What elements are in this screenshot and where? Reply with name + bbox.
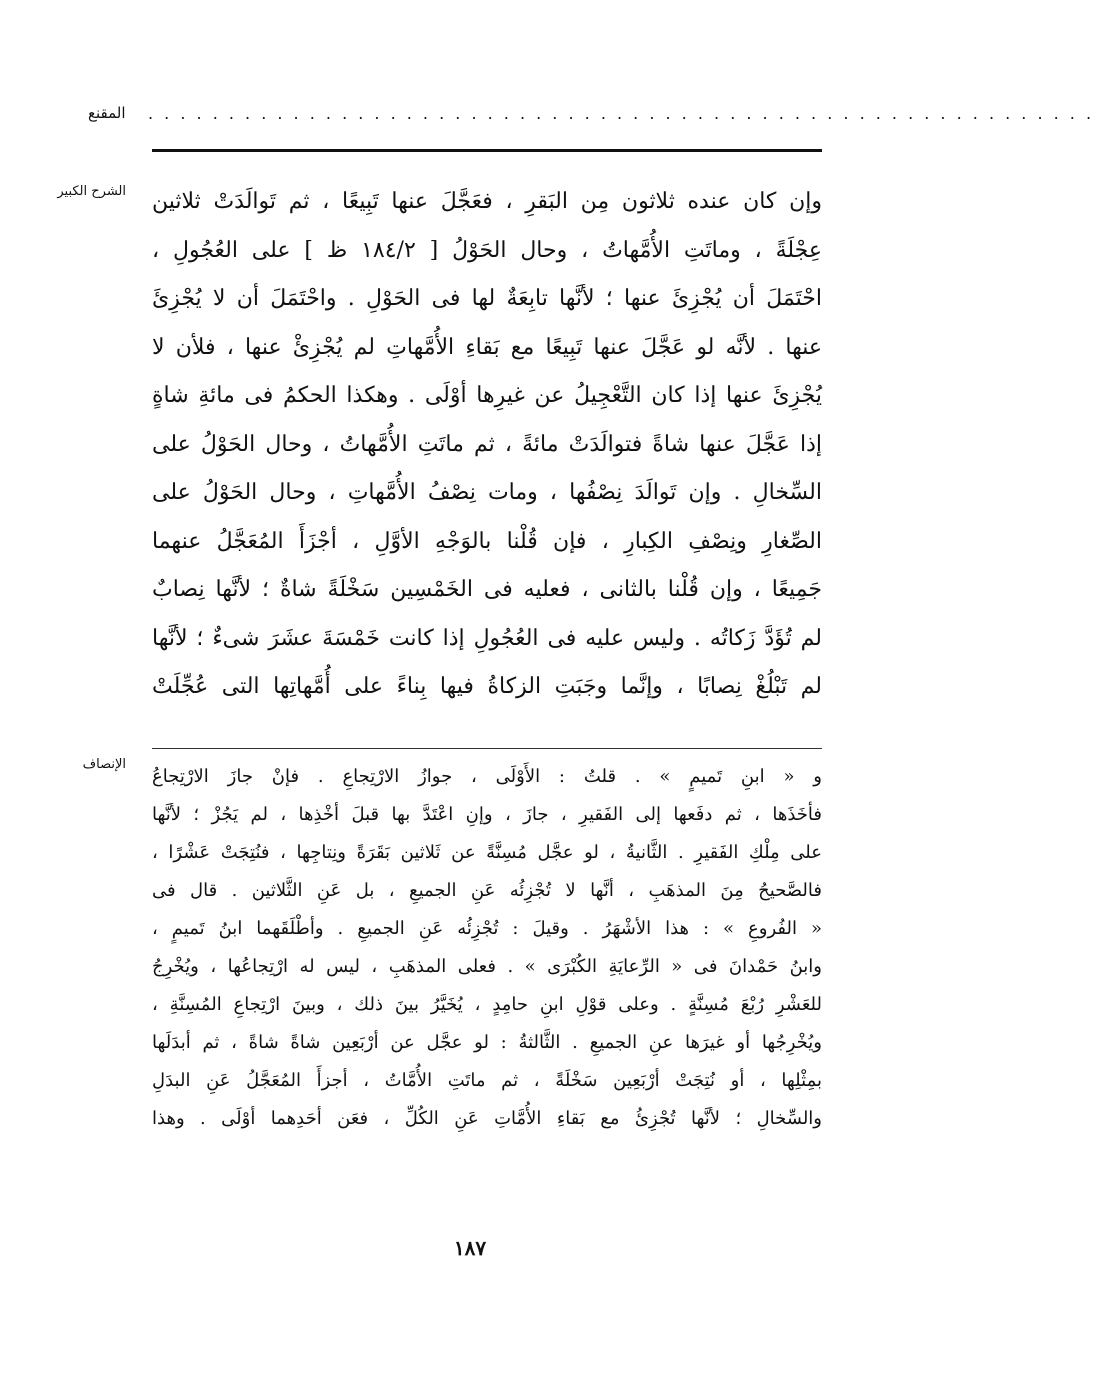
- insaf-text-block: [152, 758, 822, 1138]
- text-line: وإن كان عنده ثلاثون مِن البَقرِ ، فعَجَّلَ عنها تَبِيعًا ، ثم تَوالَدَتْ ثلاثين: [152, 189, 822, 214]
- text-line: وابنُ حَمْدانَ فى « الرِّعايَةِ الكُبْرَى » . فعلى المذهَبِ ، ليس له ارْتِجاعُها ، ويُخْرِجُ: [152, 956, 822, 977]
- section-label-insaf: الإنصاف: [82, 757, 126, 772]
- text-line: ويُخْرِجُها أو غيرَها عنِ الجميعِ . الثَّالثةُ : لو عجَّل عن أرْبَعِين شاةً شاةً ، ثم أبدَلَها: [152, 1032, 822, 1053]
- sharh-text-block: [152, 178, 822, 712]
- text-line: إذا عَجَّلَ عنها شاةً فتوالَدَتْ مائةً ، ثم ماتَتِ الأُمَّهاتُ ، وحال الحَوْلُ على: [152, 431, 822, 457]
- text-line: و « ابنِ تَميمٍ » . قلتُ : الأَوْلَى ، جوازُ الارْتِجاعِ . فإنْ جازَ الارْتِجاعُ: [152, 766, 822, 787]
- text-line: على مِلْكِ الفَقيرِ . الثَّانيةُ ، لو عجَّل مُسِنَّةً عن ثَلاثين بَقَرَةً ونِتاجِها ، فنُتِجَتْ عَشْرًا ،: [152, 842, 822, 863]
- text-line: السِّخالِ . وإن تَوالَدَ نِصْفُها ، ومات نِصْفُ الأُمَّهاتِ ، وحال الحَوْلُ على: [152, 480, 822, 505]
- text-line: « الفُروعِ » : هذا الأشْهَرُ . وقيلَ : تُجْزِئُه عَنِ الجميعِ . وأطْلَقَهما ابنُ تَميمٍ ،: [152, 918, 822, 939]
- header-dot-leader: . . . . . . . . . . . . . . . . . . . . . . . . . . . . . . . . . . . . . . . . . . . . . . . . . . . . . . . . . . .: [148, 104, 1094, 123]
- page-number: ١٨٧: [453, 1236, 487, 1260]
- text-line: احْتَمَلَ أن يُجْزِئَ عنها ؛ لأنَّها تابِعَةٌ لها فى الحَوْلِ . واحْتَمَلَ أن لا يُجْزِئَ: [152, 286, 823, 311]
- text-line: فالصَّحيحُ مِنَ المذهَبِ ، أنَّها لا تُجْزِئُه عَنِ الجميعِ ، بل عَنِ الثَّلاثين . قال فى: [152, 880, 822, 901]
- text-line: عِجْلَةً ، وماتَتِ الأُمَّهاتُ ، وحال الحَوْلُ [ ١٨٤/٢ ظ ] على العُجُولِ ،: [152, 237, 823, 263]
- running-header-title: المقنع: [88, 104, 126, 122]
- text-line: عنها . لأنَّه لو عَجَّلَ عنها تَبِيعًا مع بَقاءِ الأُمَّهاتِ لم يُجْزِئْ عنها ، فلأن لا: [152, 334, 822, 360]
- section-label-sharh: الشرح الكبير: [57, 184, 126, 199]
- text-line: الصِّغارِ ونِصْفِ الكِبارِ ، فإن قُلْنا بالوَجْهِ الأوَّلِ ، أجْزَأَ المُعَجَّلُ عنهما: [152, 528, 822, 554]
- text-line: بمِثْلِها ، أو نُتِجَتْ أرْبَعِين سَخْلَةً ، ثم ماتَتِ الأُمَّاتُ ، أجزأَ المُعَجَّلُ عَنِ البدَلِ: [152, 1070, 822, 1091]
- text-line: جَمِيعًا ، وإن قُلْنا بالثانى ، فعليه فى الخَمْسِين سَخْلَةً شاةٌ ؛ لأنَّها نِصابٌ: [152, 577, 822, 602]
- header-rule: [152, 149, 822, 152]
- text-line: لم تَبْلُغْ نِصابًا ، وإنَّما وجَبَتِ الزكاةُ فيها بِناءً على أُمَّهاتِها التى عُجِّلَتْ: [152, 674, 822, 699]
- text-line: للعَشْرِ رُبْعَ مُسِنَّةٍ . وعلى قوْلِ ابنِ حامِدٍ ، يُخَيَّرُ بينَ ذلك ، وبينَ ارْتِجاعِ المُسِنَّةِ ،: [152, 994, 822, 1015]
- text-line: والسِّخالِ ؛ لأنَّها تُجْزِئُ مع بَقاءِ الأُمَّاتِ عَنِ الكُلِّ ، فعَن أحَدِهما أوْلَى . وهذا: [152, 1108, 822, 1129]
- section-separator: [152, 748, 822, 749]
- text-line: فأخَذَها ، ثم دفَعها إلى الفَقيرِ ، جازَ ، وإنِ اعْتَدَّ بها قبلَ أخْذِها ، لم يَجُزْ ؛ لأنَّها: [152, 804, 822, 825]
- text-line: يُجْزِئَ عنها إذا كان التَّعْجِيلُ عن غيرِها أوْلَى . وهكذا الحكمُ فى مائةِ شاةٍ: [152, 383, 822, 408]
- text-line: لم تُؤَدَّ زَكاتُه . وليس عليه فى العُجُولِ إذا كانت خَمْسَةَ عشَرَ شىءٌ ؛ لأنَّها: [152, 625, 822, 651]
